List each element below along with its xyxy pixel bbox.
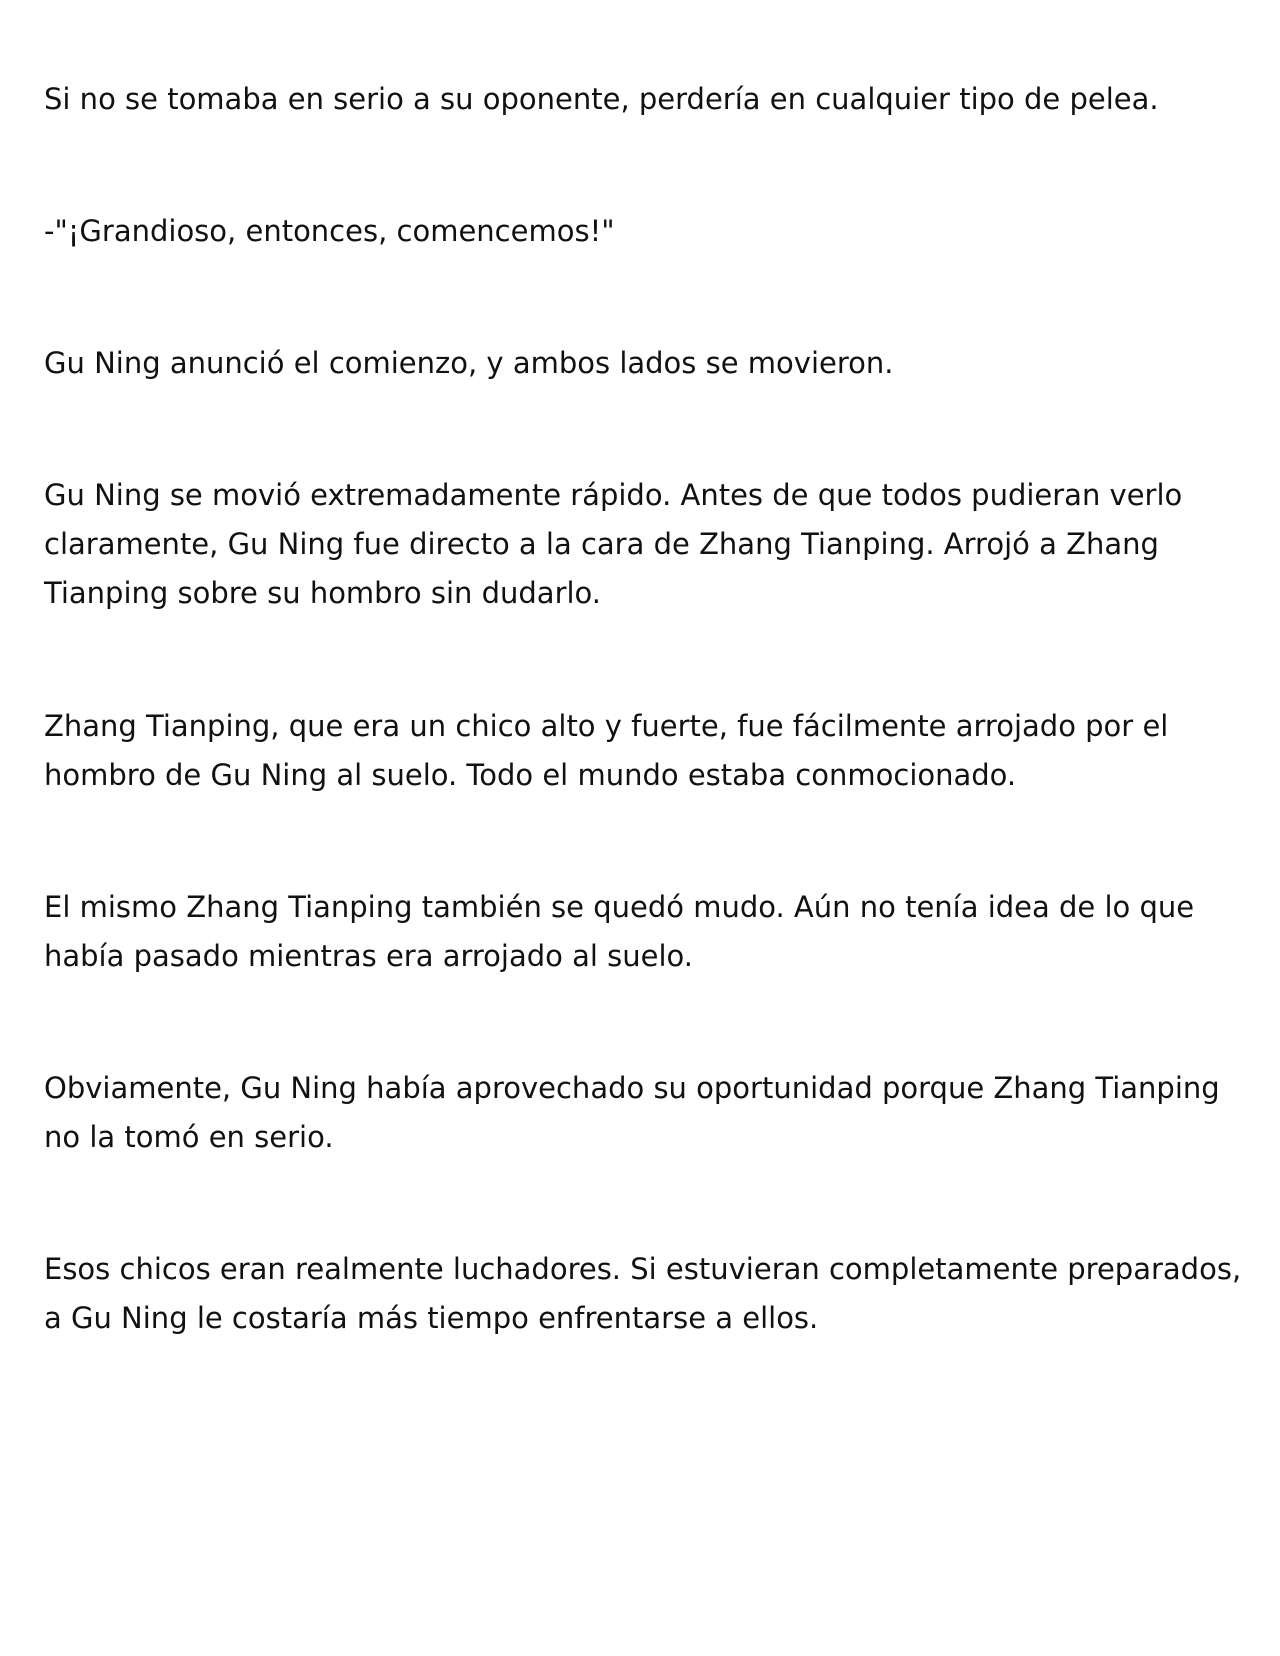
paragraph-2: -"¡Grandioso, entonces, comencemos!": [44, 214, 615, 248]
paragraph-5: Zhang Tianping, que era un chico alto y fuerte, fue fácilmente arrojado por el hombro de Gu Ning al suelo. Todo el mundo estaba conmocionado.: [44, 709, 1169, 792]
paragraph-1: Si no se tomaba en serio a su oponente, perdería en cualquier tipo de pelea.: [44, 82, 1159, 116]
paragraph-8: Esos chicos eran realmente luchadores. Si estuvieran completamente preparados, a Gu Ning le costaría más tiempo enfrentarse a ellos.: [44, 1252, 1242, 1335]
paragraph-7: Obviamente, Gu Ning había aprovechado su oportunidad porque Zhang Tianping no la tomó en serio.: [44, 1071, 1220, 1154]
paragraph-3: Gu Ning anunció el comienzo, y ambos lados se movieron.: [44, 346, 894, 380]
paragraph-4: Gu Ning se movió extremadamente rápido. Antes de que todos pudieran verlo claramente, Gu Ning fue directo a la cara de Zhang Tianping. Arrojó a Zhang Tianping sobre su hombro sin dudarlo.: [44, 478, 1183, 610]
paragraph-6: El mismo Zhang Tianping también se quedó mudo. Aún no tenía idea de lo que había pasado mientras era arrojado al suelo.: [44, 890, 1195, 973]
